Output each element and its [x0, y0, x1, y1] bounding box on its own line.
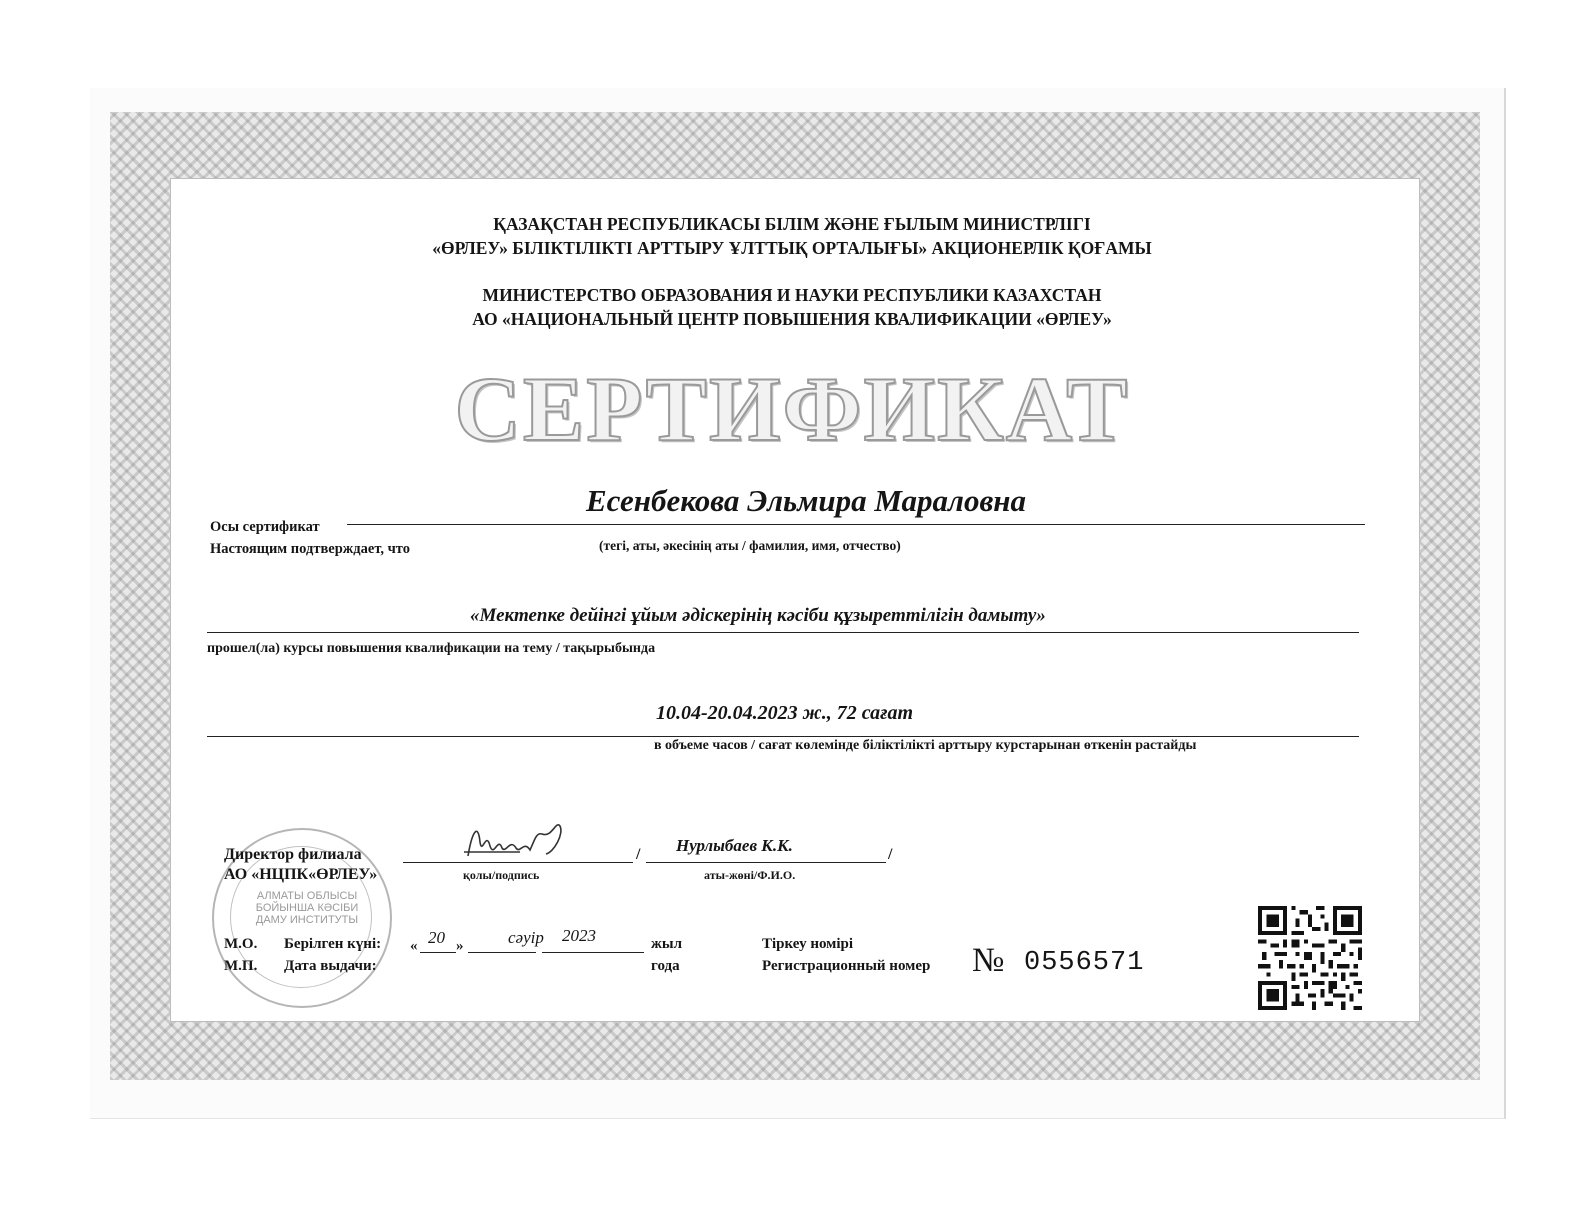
- handwritten-signature: [460, 812, 580, 875]
- date-quote-close: »: [456, 938, 464, 954]
- year-label-kz: жыл: [651, 936, 683, 952]
- date-quote-open: «: [410, 938, 418, 954]
- issue-date-label-ru: Дата выдачи:: [284, 958, 377, 974]
- registration-number: 0556571: [1024, 948, 1145, 978]
- registration-label-ru: Регистрационный номер: [762, 958, 931, 974]
- signature-line: [403, 862, 633, 863]
- registration-label-kz: Тіркеу номірі: [762, 936, 854, 952]
- header-ru-line-2: АО «НАЦИОНАЛЬНЫЙ ЦЕНТР ПОВЫШЕНИЯ КВАЛИФИКАЦИИ «ӨРЛЕУ»: [472, 309, 1112, 329]
- issue-month-line: [468, 952, 536, 953]
- issue-year-line: [542, 952, 644, 953]
- course-caption: прошел(ла) курсы повышения квалификации на тему / тақырыбында: [207, 641, 656, 656]
- recipient-name: Есенбекова Эльмира Мараловна: [586, 483, 1027, 518]
- header-kz-line-2: «ӨРЛЕУ» БІЛІКТІЛІКТІ АРТТЫРУ ҰЛТТЫҚ ОРТАЛЫҒЫ» АКЦИОНЕРЛІК ҚОҒАМЫ: [432, 238, 1152, 258]
- certificate-title: СЕРТИФИКАТ: [454, 358, 1130, 460]
- signatory-role-line-2: АО «НЦПК«ӨРЛЕУ»: [224, 866, 378, 883]
- issue-month: сәуір: [508, 928, 544, 947]
- course-topic: «Мектепке дейінгі ұйым әдіскерінің кәсіби құзыреттілігін дамыту»: [470, 605, 1046, 626]
- mo-label: М.О.: [224, 936, 258, 952]
- qr-code-icon: [1258, 906, 1362, 1010]
- year-label-ru: года: [651, 958, 680, 974]
- signature-slash-1: /: [636, 846, 641, 863]
- issue-year: 2023: [562, 926, 596, 945]
- stamp-text: АЛМАТЫ ОБЛЫСЫ БОЙЫНША КӘСІБИ ДАМУ ИНСТИТУТЫ: [255, 890, 359, 926]
- issue-day-line: [420, 952, 456, 953]
- recipient-name-line: [347, 524, 1365, 525]
- recipient-label-kz: Осы сертификат: [210, 519, 320, 535]
- issue-date-label-kz: Берілген күні:: [284, 936, 382, 952]
- signature-caption: қолы/подпись: [463, 868, 540, 882]
- number-sign: №: [972, 942, 1005, 979]
- signatory-name: Нурлыбаев К.К.: [676, 836, 793, 855]
- duration-caption: в объеме часов / сағат көлемінде біліктілікті арттыру курстарынан өткенін растайды: [654, 738, 1197, 753]
- signature-slash-2: /: [888, 846, 893, 863]
- course-topic-line: [207, 632, 1359, 633]
- signatory-name-caption: аты-жөні/Ф.И.О.: [704, 868, 796, 882]
- recipient-hint: (тегі, аты, әкесінің аты / фамилия, имя, отчество): [599, 538, 901, 553]
- header-kz-line-1: ҚАЗАҚСТАН РЕСПУБЛИКАСЫ БІЛІМ ЖӘНЕ ҒЫЛЫМ МИНИСТРЛІГІ: [493, 214, 1091, 234]
- issue-day: 20: [428, 928, 445, 947]
- course-duration: 10.04-20.04.2023 ж., 72 сағат: [656, 702, 914, 724]
- mp-label: М.П.: [224, 958, 258, 974]
- course-duration-line: [207, 736, 1359, 737]
- signatory-role-line-1: Директор филиала: [224, 846, 362, 863]
- recipient-label-ru: Настоящим подтверждает, что: [210, 541, 410, 557]
- header-ru-line-1: МИНИСТЕРСТВО ОБРАЗОВАНИЯ И НАУКИ РЕСПУБЛИКИ КАЗАХСТАН: [482, 285, 1102, 305]
- signatory-name-line: [646, 862, 886, 863]
